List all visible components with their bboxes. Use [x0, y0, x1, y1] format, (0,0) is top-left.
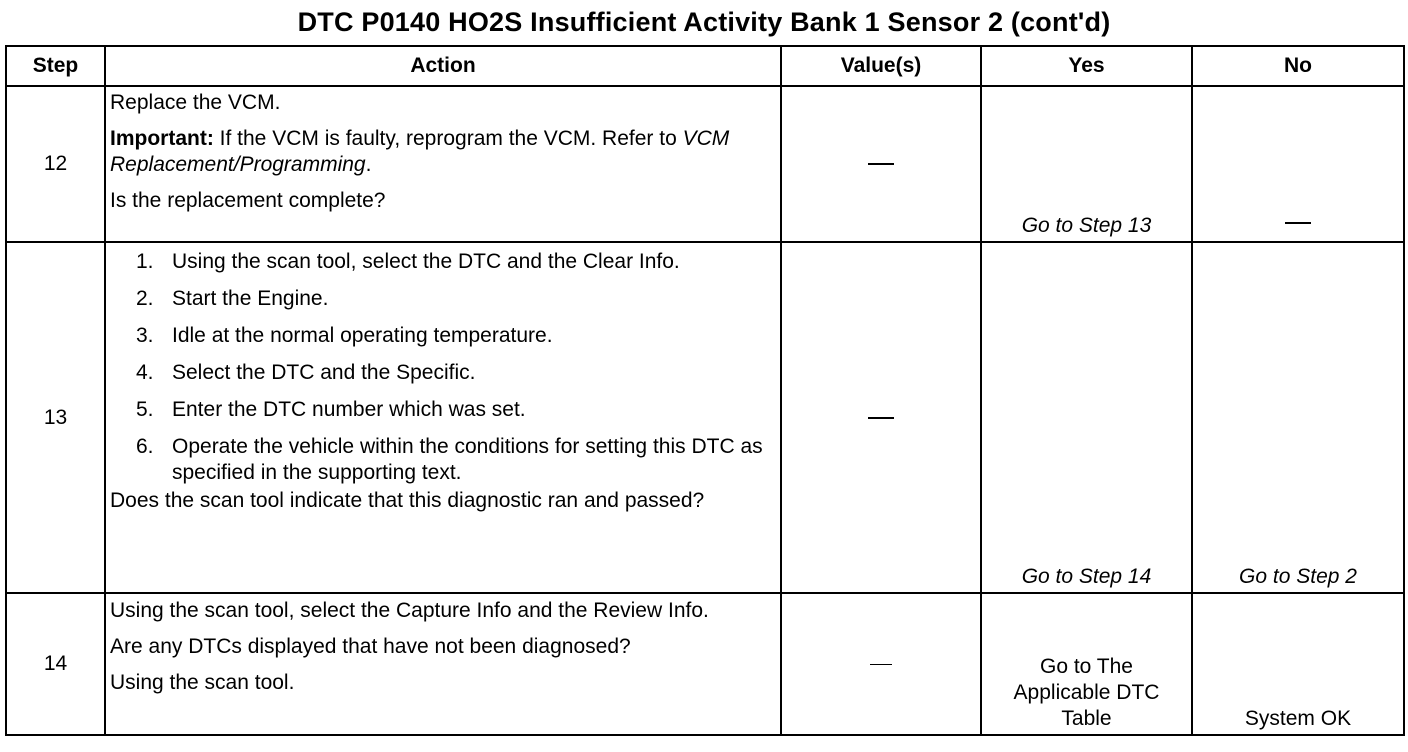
yes-goto: Go to Step 14 — [1021, 565, 1152, 588]
table-header-row — [6, 46, 1404, 86]
important-text: If the VCM is faulty, reprogram the VCM. Refer to — [213, 127, 683, 150]
action-question: Does the scan tool indicate that this diagnostic ran and passed? — [110, 489, 705, 512]
header-yes: Yes — [981, 46, 1192, 86]
no-cell — [1192, 593, 1404, 735]
list-item: 4. Select the DTC and the Specific. — [136, 361, 476, 384]
yes-cell — [981, 593, 1192, 735]
header-action: Action — [105, 46, 781, 86]
important-end: . — [365, 153, 372, 176]
diagnostic-table — [5, 45, 1405, 736]
yes-cell — [981, 242, 1192, 593]
header-no: No — [1192, 46, 1404, 86]
dash-icon — [1285, 222, 1311, 224]
list-item: 3. Idle at the normal operating temperature. — [136, 324, 553, 347]
value-cell — [781, 86, 981, 242]
value-cell — [781, 242, 981, 593]
action-cell — [105, 242, 781, 593]
action-cell — [105, 86, 781, 242]
action-text: Using the scan tool. — [110, 671, 295, 694]
action-cell — [105, 593, 781, 735]
action-text: Using the scan tool, select the Capture Info and the Review Info. — [110, 599, 709, 622]
dash-icon — [868, 163, 894, 165]
dash-icon — [870, 664, 892, 665]
yes-goto: Go to Step 13 — [1021, 214, 1152, 237]
list-item: 5. Enter the DTC number which was set. — [136, 398, 526, 421]
header-values: Value(s) — [781, 46, 981, 86]
header-step: Step — [6, 46, 105, 86]
step-number: 12 — [6, 86, 105, 242]
table-row-step-13 — [6, 242, 1404, 593]
table-row-step-14 — [6, 593, 1404, 735]
step-number: 13 — [6, 242, 105, 593]
dash-icon — [868, 417, 894, 419]
no-result: System OK — [1244, 707, 1352, 730]
important-note — [110, 126, 774, 178]
action-question: Are any DTCs displayed that have not been diagnosed? — [110, 635, 631, 658]
no-goto: Go to Step 2 — [1239, 565, 1357, 588]
no-cell — [1192, 242, 1404, 593]
yes-goto: Go to The Applicable DTC Table — [1013, 655, 1160, 730]
important-label: Important: — [110, 127, 214, 150]
list-item: 1. Using the scan tool, select the DTC and the Clear Info. — [136, 250, 680, 273]
yes-cell — [981, 86, 1192, 242]
procedure-list — [110, 249, 774, 486]
list-item: 6. Operate the vehicle within the conditions for setting this DTC as specified in the supporting text. — [136, 435, 763, 484]
action-text: Replace the VCM. — [110, 91, 281, 114]
no-cell — [1192, 86, 1404, 242]
value-cell — [781, 593, 981, 735]
list-item: 2. Start the Engine. — [136, 287, 329, 310]
table-row-step-12 — [6, 86, 1404, 242]
page-title: DTC P0140 HO2S Insufficient Activity Bank 1 Sensor 2 (cont'd) — [297, 7, 1111, 37]
step-number: 14 — [6, 593, 105, 735]
reference-link: VCM Replacement/Programming — [110, 127, 730, 176]
action-question: Is the replacement complete? — [110, 189, 386, 212]
